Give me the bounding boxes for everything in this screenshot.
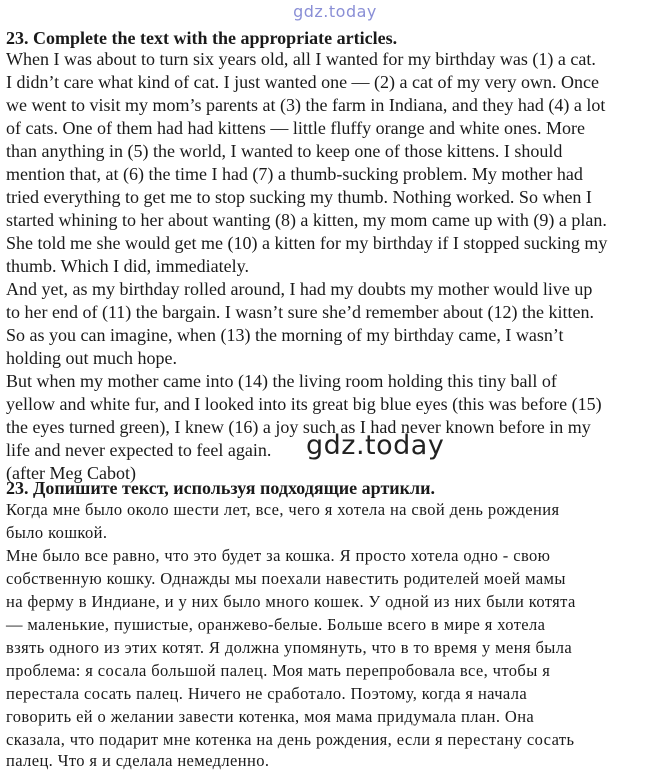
watermark-middle: gdz.today [306,430,445,461]
english-line: mention that, at (6) the time I had (7) a thumb-sucking problem. My mother had [6,164,583,184]
russian-line: собственную кошку. Однажды мы поехали навестить родителей моей мамы [6,569,566,588]
english-line: life and never expected to feel again. [6,440,272,460]
russian-line: было кошкой. [6,523,108,542]
russian-line: на ферму в Индиане, и у них было много кошек. У одной из них были котята [6,592,576,611]
russian-line: палец. Что я и сделала немедленно. [6,751,270,770]
english-line: And yet, as my birthday rolled around, I had my doubts my mother would live up [6,279,593,299]
english-line: started whining to her about wanting (8) a kitten, my mom came up with (9) a plan. [6,210,607,230]
russian-line: проблема: я сосала большой палец. Моя мать перепробовала все, чтобы я [6,661,551,680]
attribution: (after Meg Cabot) [6,463,136,483]
russian-line: Когда мне было около шести лет, все, чего я хотела на свой день рождения [6,500,560,519]
english-line: holding out much hope. [6,348,177,368]
english-line: tried everything to get me to stop sucking my thumb. Nothing worked. So when I [6,187,592,207]
russian-line: сказала, что подарит мне котенка на день рождения, если я перестану сосать [6,730,575,749]
russian-line: — маленькие, пушистые, оранжево-белые. Больше всего в мире я хотела [6,615,546,634]
english-line: of cats. One of them had had kittens — little fluffy orange and white ones. More [6,118,586,138]
russian-line: взять одного из этих котят. Я должна упомянуть, что в то время у меня была [6,638,573,657]
english-line: But when my mother came into (14) the living room holding this tiny ball of [6,371,557,391]
watermark-top: gdz.today [293,2,377,21]
english-line: She told me she would get me (10) a kitten for my birthday if I stopped sucking my [6,233,608,253]
russian-line: говорить ей о желании завести котенка, моя мама придумала план. Она [6,707,535,726]
english-line: So as you can imagine, when (13) the morning of my birthday came, I wasn’t [6,325,564,345]
english-line: we went to visit my mom’s parents at (3) the farm in Indiana, and they had (4) a lot [6,95,606,115]
english-line: yellow and white fur, and I looked into its great big blue eyes (this was before (15) [6,394,602,414]
english-line: thumb. Which I did, immediately. [6,256,249,276]
russian-line: перестала сосать палец. Ничего не сработало. Поэтому, когда я начала [6,684,528,703]
english-line: I didn’t care what kind of cat. I just wanted one — (2) a cat of my very own. Once [6,72,599,92]
english-heading: 23. Complete the text with the appropriate articles. [6,28,398,48]
english-line: than anything in (5) the world, I wanted to keep one of those kittens. I should [6,141,563,161]
russian-heading: 23. Допишите текст, используя подходящие артикли. [6,478,435,498]
english-line: the eyes turned green), I knew (16) a joy such as I had never known before in my [6,417,591,437]
english-line: When I was about to turn six years old, all I wanted for my birthday was (1) a cat. [6,49,596,69]
english-line: to her end of (11) the bargain. I wasn’t sure she’d remember about (12) the kitten. [6,302,594,322]
russian-line: Мне было все равно, что это будет за кошка. Я просто хотела одно - свою [6,546,551,565]
